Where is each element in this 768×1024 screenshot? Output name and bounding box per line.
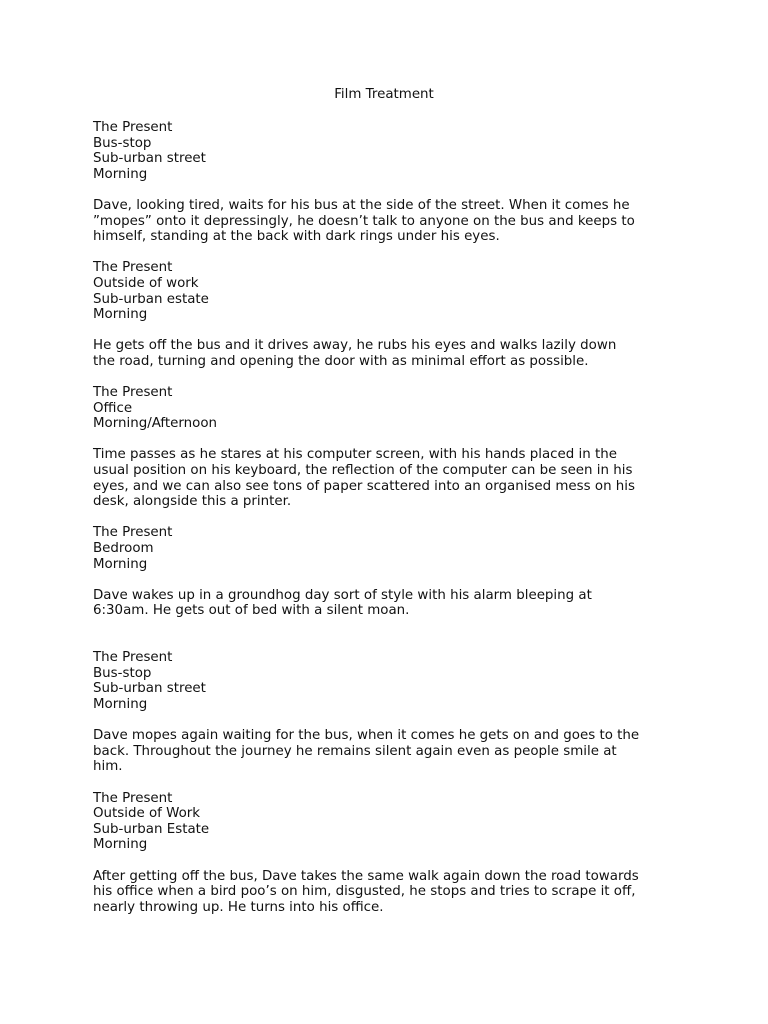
scene-description xyxy=(93,198,688,245)
scene-time: The Present xyxy=(93,385,173,401)
scene-setting: Sub-urban street xyxy=(93,681,206,697)
scene-time-of-day: Morning xyxy=(93,556,148,572)
description-line: back. Throughout the journey he remains silent again even as people smile at xyxy=(93,743,617,759)
scene-setting: Sub-urban street xyxy=(93,151,206,167)
blank-line xyxy=(93,635,688,651)
document-title: Film Treatment xyxy=(334,87,434,102)
scene-3 xyxy=(93,385,688,510)
scene-time: The Present xyxy=(93,260,173,276)
description-line: desk, alongside this a printer. xyxy=(93,494,292,510)
scene-description xyxy=(93,588,688,619)
scene-time: The Present xyxy=(93,525,173,541)
description-line: Time passes as he stares at his computer screen, with his hands placed in the xyxy=(93,447,617,463)
scene-heading xyxy=(93,791,688,853)
scene-time-of-day: Morning xyxy=(93,307,148,323)
scene-time-of-day: Morning/Afternoon xyxy=(93,416,217,432)
scene-time: The Present xyxy=(93,120,173,135)
description-line: nearly throwing up. He turns into his office. xyxy=(93,899,384,915)
scene-heading xyxy=(93,260,688,322)
scene-heading xyxy=(93,120,688,182)
description-line: After getting off the bus, Dave takes the same walk again down the road towards xyxy=(93,868,639,884)
description-line: He gets off the bus and it drives away, he rubs his eyes and walks lazily down xyxy=(93,338,617,354)
description-line: ”mopes” onto it depressingly, he doesn’t talk to anyone on the bus and keeps to xyxy=(93,213,635,229)
scene-description xyxy=(93,338,688,369)
document-body xyxy=(93,120,688,931)
scene-time: The Present xyxy=(93,790,173,806)
scene-location: Outside of Work xyxy=(93,806,201,822)
description-line: Dave mopes again waiting for the bus, when it comes he gets on and goes to the xyxy=(93,728,640,744)
scene-6 xyxy=(93,791,688,916)
description-line: eyes, and we can also see tons of paper scattered into an organised mess on his xyxy=(93,478,635,494)
scene-time-of-day: Morning xyxy=(93,837,148,853)
scene-description xyxy=(93,728,688,775)
scene-time-of-day: Morning xyxy=(93,166,148,182)
scene-4 xyxy=(93,525,688,650)
scene-heading xyxy=(93,385,688,432)
description-line: him. xyxy=(93,759,123,775)
scene-heading xyxy=(93,525,688,572)
scene-description xyxy=(93,869,688,916)
scene-location: Bus-stop xyxy=(93,135,152,151)
description-line: himself, standing at the back with dark rings under his eyes. xyxy=(93,229,500,245)
scene-location: Outside of work xyxy=(93,275,199,291)
scene-heading xyxy=(93,650,688,712)
description-line: usual position on his keyboard, the reflection of the computer can be seen in his xyxy=(93,463,633,479)
scene-time: The Present xyxy=(93,650,173,666)
description-line: the road, turning and opening the door with as minimal effort as possible. xyxy=(93,353,589,369)
scene-setting: Sub-urban Estate xyxy=(93,821,210,837)
scene-time-of-day: Morning xyxy=(93,696,148,712)
scene-setting: Sub-urban estate xyxy=(93,291,209,307)
scene-location: Office xyxy=(93,400,133,416)
scene-description xyxy=(93,447,688,509)
scene-5 xyxy=(93,650,688,775)
scene-1 xyxy=(93,120,688,245)
scene-location: Bus-stop xyxy=(93,665,152,681)
description-line: 6:30am. He gets out of bed with a silent moan. xyxy=(93,603,410,619)
description-line: Dave, looking tired, waits for his bus at the side of the street. When it comes he xyxy=(93,197,630,213)
description-line: his office when a bird poo’s on him, disgusted, he stops and tries to scrape it off, xyxy=(93,884,636,900)
scene-2 xyxy=(93,260,688,369)
scene-location: Bedroom xyxy=(93,541,154,557)
description-line: Dave wakes up in a groundhog day sort of style with his alarm bleeping at xyxy=(93,587,592,603)
